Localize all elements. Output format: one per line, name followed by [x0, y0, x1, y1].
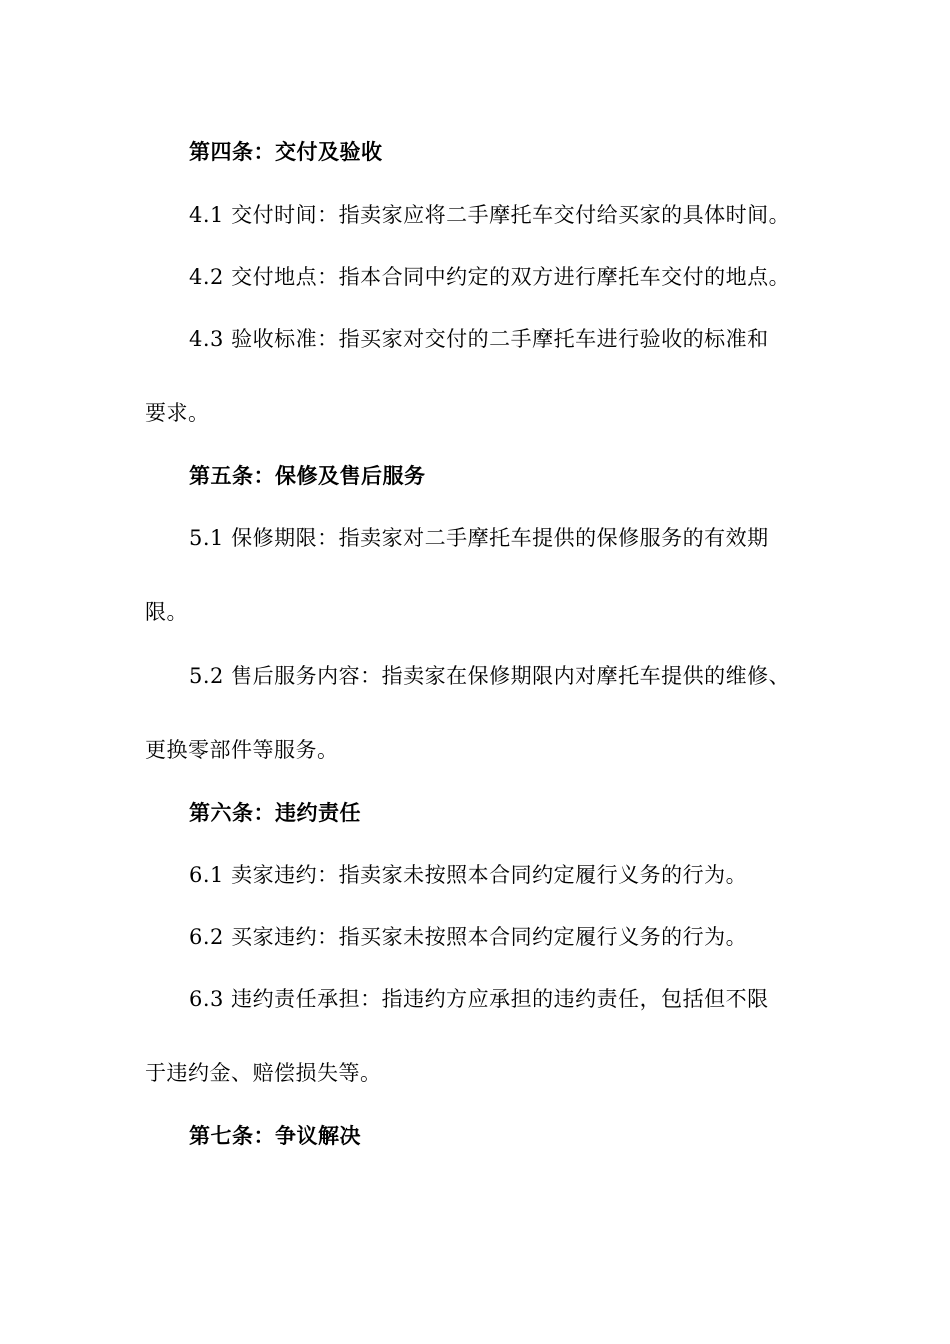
clause-continuation: 要求。 — [145, 401, 210, 425]
clause-text: 6.1 卖家违约：指卖家未按照本合同约定履行义务的行为。 — [189, 863, 748, 887]
clause-text: 4.1 交付时间：指卖家应将二手摩托车交付给买家的具体时间。 — [189, 203, 791, 227]
clause-text: 4.2 交付地点：指本合同中约定的双方进行摩托车交付的地点。 — [189, 265, 791, 289]
clause-continuation: 于违约金、赔偿损失等。 — [145, 1061, 382, 1085]
clause-continuation: 更换零部件等服务。 — [145, 738, 339, 762]
clause-text: 4.3 验收标准：指买家对交付的二手摩托车进行验收的标准和 — [189, 327, 769, 351]
clause-continuation: 限。 — [145, 600, 188, 624]
section-heading: 第五条：保修及售后服务 — [189, 464, 426, 488]
section-heading: 第七条：争议解决 — [189, 1124, 361, 1148]
section-heading: 第六条：违约责任 — [189, 801, 361, 825]
section-heading: 第四条：交付及验收 — [189, 140, 383, 164]
clause-text: 6.3 违约责任承担：指违约方应承担的违约责任，包括但不限 — [189, 987, 769, 1011]
clause-text: 5.2 售后服务内容：指卖家在保修期限内对摩托车提供的维修、 — [189, 664, 791, 688]
clause-text: 6.2 买家违约：指买家未按照本合同约定履行义务的行为。 — [189, 925, 748, 949]
clause-text: 5.1 保修期限：指卖家对二手摩托车提供的保修服务的有效期 — [189, 526, 769, 550]
